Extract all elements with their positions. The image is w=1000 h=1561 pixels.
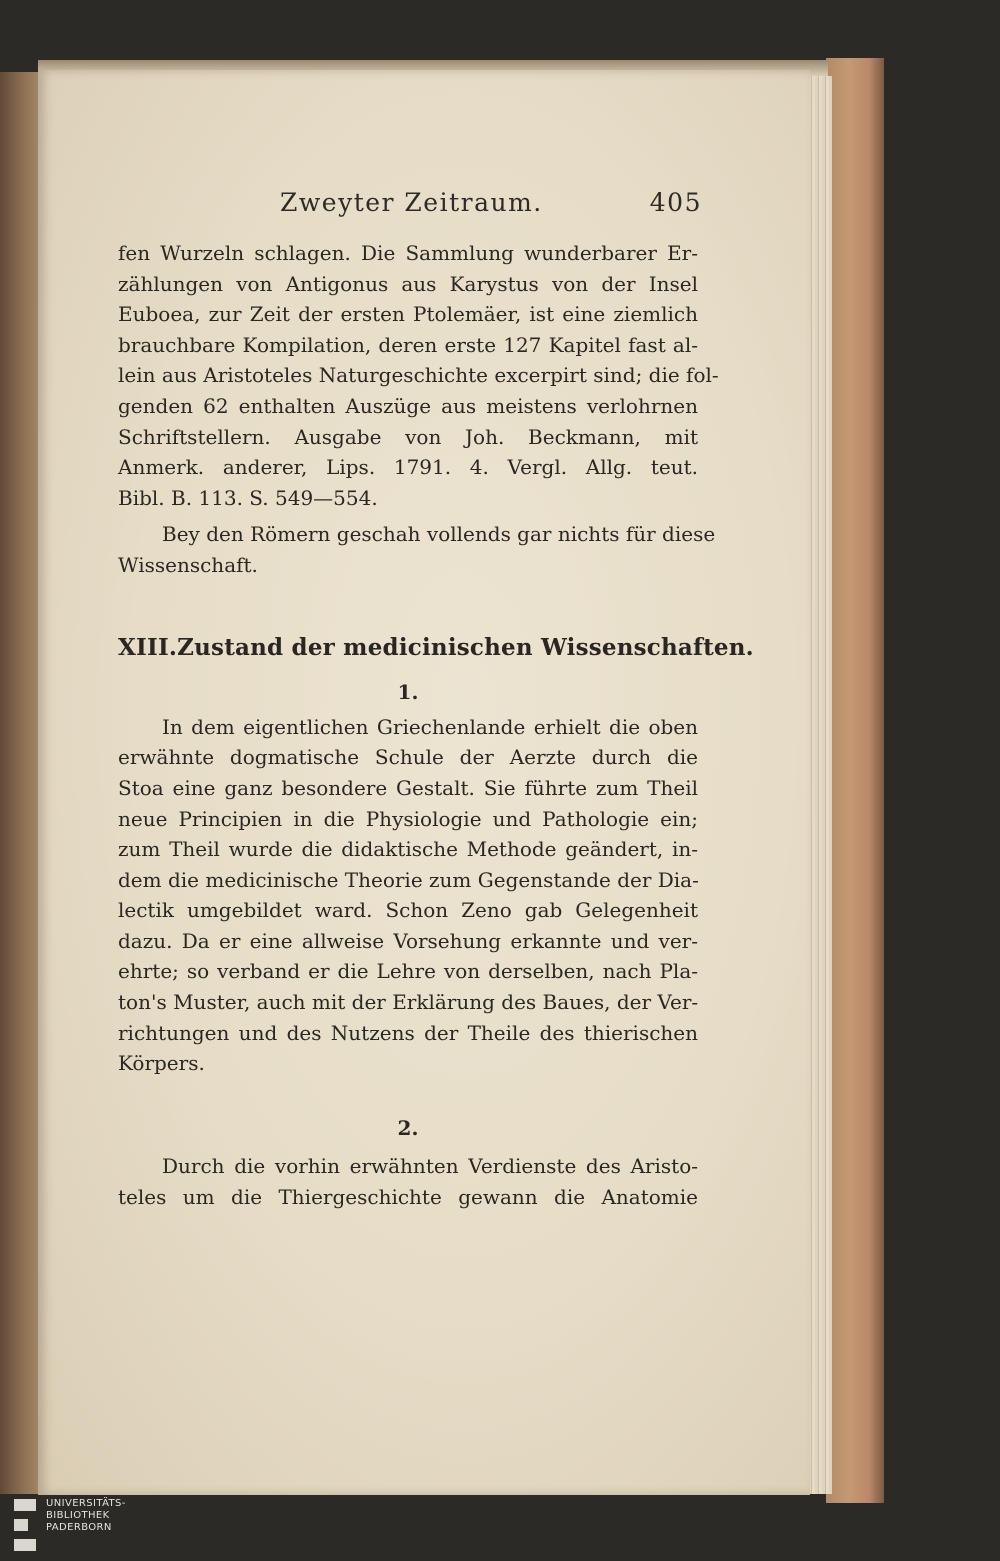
- library-logo: [14, 1495, 154, 1559]
- text-line: lectik umgebildet ward. Schon Zeno gab Gelegenheit: [118, 898, 698, 923]
- text-line: lein aus Aristoteles Naturgeschichte excerpirt sind; die fol-: [118, 363, 719, 388]
- text-line: fen Wurzeln schlagen. Die Sammlung wunderbarer Er-: [118, 241, 698, 265]
- library-name: UNIVERSITÄTS- BIBLIOTHEK PADERBORN: [46, 1498, 126, 1533]
- text-line: In dem eigentlichen Griechenlande erhielt die oben: [162, 714, 698, 739]
- text-line: Euboea, zur Zeit der ersten Ptolemäer, ist eine ziemlich: [118, 302, 698, 327]
- text-line: Körpers.: [118, 1051, 205, 1076]
- text-line: Bibl. B. 113. S. 549—554.: [118, 485, 378, 510]
- paragraph-1: [118, 238, 719, 513]
- text-line: genden 62 enthalten Auszüge aus meistens verlohrnen: [118, 393, 698, 418]
- text-line: brauchbare Kompilation, deren erste 127 Kapitel fast al-: [118, 332, 698, 357]
- text-line: teles um die Thiergeschichte gewann die Anatomie: [118, 1185, 698, 1210]
- text-line: erwähnte dogmatische Schule der Aerzte durch die: [118, 745, 698, 770]
- section-heading-number: XIII.: [118, 633, 178, 661]
- text-line: ehrte; so verband er die Lehre von derselben, nach Pla-: [118, 959, 698, 984]
- running-head: [280, 188, 710, 228]
- text-line: Wissenschaft.: [118, 552, 258, 577]
- library-logo-icon: [14, 1499, 36, 1551]
- text-line: neue Principien in die Physiologie und Pathologie ein;: [118, 806, 698, 831]
- paragraph-2: [118, 519, 716, 580]
- text-line: zum Theil wurde die didaktische Methode geändert, in-: [118, 837, 698, 862]
- page-number: 405: [649, 188, 702, 217]
- text-line: dem die medicinische Theorie zum Gegenstande der Dia-: [118, 867, 699, 892]
- page-stack-edge: [808, 76, 832, 1494]
- text-line: richtungen und des Nutzens der Theile des thierischen: [118, 1020, 698, 1045]
- paragraph-3: [118, 712, 698, 1079]
- section-heading-title: Zustand der medicinischen Wissenschaften.: [177, 633, 754, 661]
- text-line: Schriftstellern. Ausgabe von Joh. Beckmann, mit: [118, 424, 698, 449]
- text-line: zählungen von Antigonus aus Karystus von der Insel: [118, 271, 698, 296]
- running-head-title: Zweyter Zeitraum.: [280, 188, 543, 217]
- subsection-number-1: 1.: [397, 680, 419, 705]
- text-line: Durch die vorhin erwähnten Verdienste des Aristo-: [162, 1154, 698, 1179]
- text-block: [118, 238, 754, 1213]
- text-line: ton's Muster, auch mit der Erklärung des Baues, der Ver-: [118, 990, 699, 1015]
- left-cover-edge: [0, 72, 40, 1494]
- paragraph-4: [118, 1151, 698, 1212]
- right-cover-edge: [826, 58, 884, 1503]
- text-line: dazu. Da er eine allweise Vorsehung erkannte und ver-: [118, 928, 698, 953]
- section-heading: [118, 633, 754, 664]
- text-line: Stoa eine ganz besondere Gestalt. Sie führte zum Theil: [118, 775, 698, 800]
- text-line: Bey den Römern geschah vollends gar nichts für diese: [162, 522, 716, 547]
- subsection-number-2: 2.: [397, 1115, 419, 1140]
- text-line: Anmerk. anderer, Lips. 1791. 4. Vergl. Allg. teut.: [118, 455, 698, 480]
